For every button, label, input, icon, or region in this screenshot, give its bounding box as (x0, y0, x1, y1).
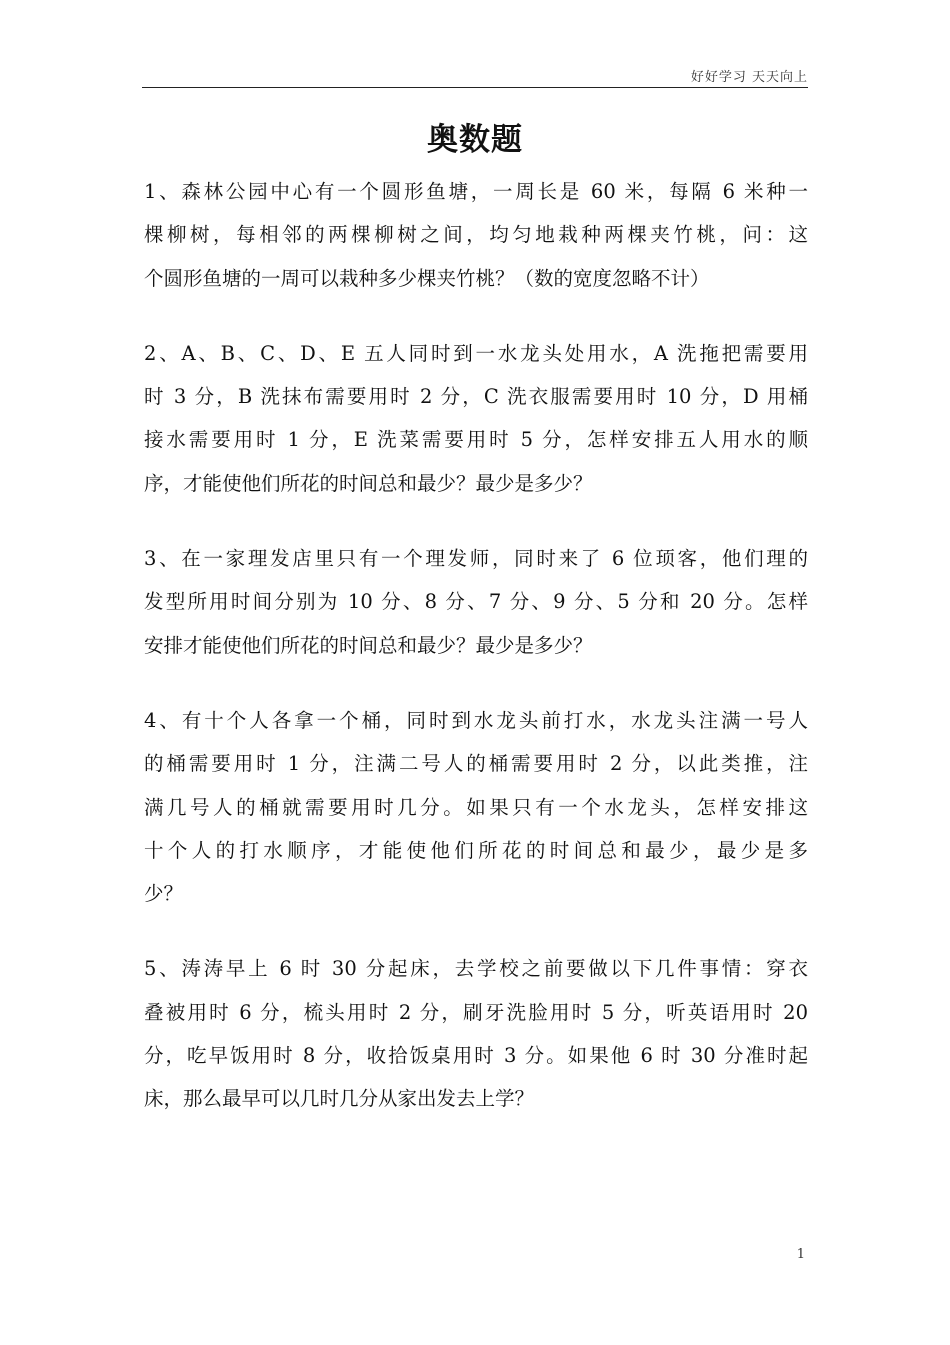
problem-line: 叠被用时 6 分，梳头用时 2 分，刷牙洗脸用时 5 分，听英语用时 20 (144, 1000, 808, 1024)
header-text: 好好学习 天天向上 (690, 70, 808, 85)
page-number: 1 (796, 1247, 805, 1262)
problem-line: 序，才能使他们所花的时间总和最少？最少是多少？ (144, 471, 593, 495)
problem-line: 1、森林公园中心有一个圆形鱼塘，一周长是 60 米，每隔 6 米种一 (144, 180, 808, 203)
problem-4 (144, 699, 808, 915)
problem-line: 床，那么最早可以几时几分从家出发去上学？ (144, 1087, 535, 1111)
problem-line: 少？ (144, 882, 184, 906)
problem-line: 分，吃早饭用时 8 分，收拾饭桌用时 3 分。如果他 6 时 30 分准时起 (144, 1044, 808, 1068)
problem-line: 棵柳树，每相邻的两棵柳树之间，均匀地栽种两棵夹竹桃，问：这 (144, 223, 808, 247)
problem-2 (144, 332, 808, 505)
problem-line: 4、有十个人各拿一个桶，同时到水龙头前打水，水龙头注满一号人 (144, 708, 808, 732)
problem-1 (144, 170, 808, 300)
problem-line: 接水需要用时 1 分，E 洗菜需要用时 5 分，怎样安排五人用水的顺 (144, 428, 808, 452)
problem-line: 5、涛涛早上 6 时 30 分起床，去学校之前要做以下几件事情：穿衣 (144, 957, 808, 981)
problem-line: 十个人的打水顺序，才能使他们所花的时间总和最少，最少是多 (144, 838, 808, 862)
problem-line: 的桶需要用时 1 分，注满二号人的桶需要用时 2 分，以此类推，注 (144, 752, 808, 776)
document-title: 奥数题 (427, 122, 523, 158)
problem-line: 满几号人的桶就需要用时几分。如果只有一个水龙头，怎样安排这 (144, 795, 808, 819)
problem-line: 2、A、B、C、D、E 五人同时到一水龙头处用水，A 洗拖把需要用 (144, 341, 808, 365)
problem-3 (144, 537, 808, 667)
problem-line: 3、在一家理发店里只有一个理发师，同时来了 6 位顼客，他们理的 (144, 547, 808, 571)
problem-line: 发型所用时间分别为 10 分、8 分、7 分、9 分、5 分和 20 分。怎样 (144, 590, 808, 614)
problem-5 (144, 947, 808, 1120)
problem-line: 个圆形鱼塘的一周可以栽种多少棵夹竹桃？（数的宽度忽略不计） (144, 266, 710, 290)
problem-list (144, 170, 808, 1153)
problem-line: 安排才能使他们所花的时间总和最少？最少是多少？ (144, 633, 593, 657)
problem-line: 时 3 分，B 洗抹布需要用时 2 分，C 洗衣服需要用时 10 分，D 用桶 (144, 385, 808, 409)
header-rule (142, 87, 808, 88)
